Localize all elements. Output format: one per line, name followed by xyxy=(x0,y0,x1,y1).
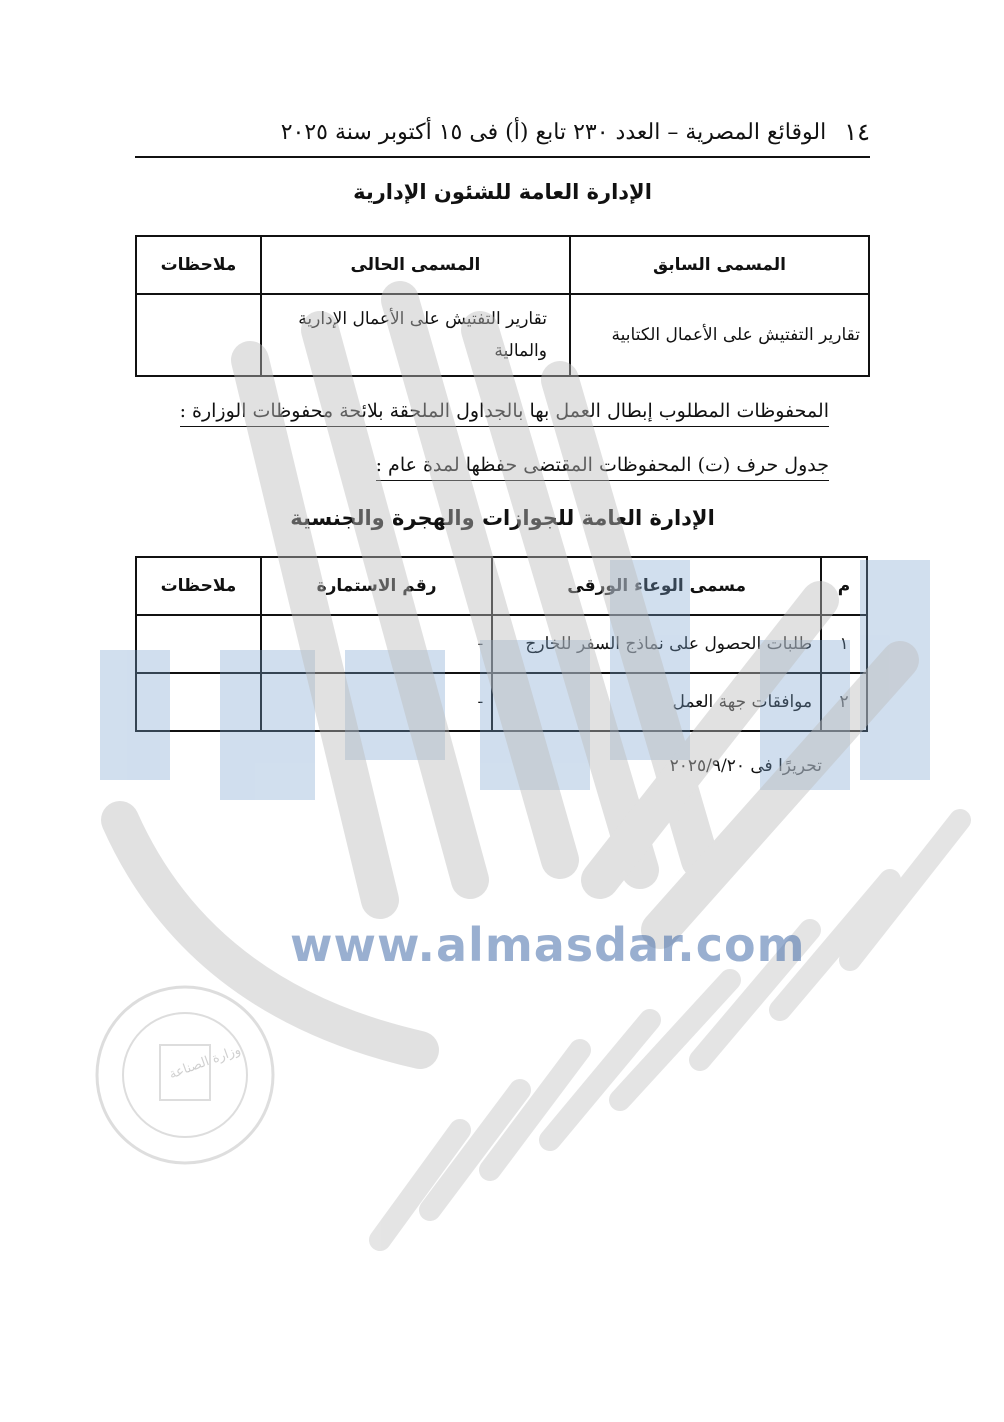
cell-container-name: طلبات الحصول على نماذج السفر للخارج xyxy=(492,615,821,673)
section-title-passports: الإدارة العامة للجوازات والهجرة والجنسية xyxy=(290,506,715,530)
col-header-previous-name: المسمى السابق xyxy=(570,236,869,294)
table-letter-note: جدول حرف (ت) المحفوظات المقتضى حفظها لمدة عام : xyxy=(376,454,829,481)
stamp-text: وزارة الصناعة xyxy=(167,1042,243,1083)
col-header-notes: ملاحظات xyxy=(136,236,261,294)
col-header-current-name: المسمى الحالى xyxy=(261,236,570,294)
gazette-header-title: الوقائع المصرية – العدد ٢٣٠ تابع (أ) فى ١٥ أكتوبر سنة ٢٠٢٥ xyxy=(280,119,827,145)
cancel-records-note: المحفوظات المطلوب إبطال العمل بها بالجداول الملحقة بلائحة محفوظات الوزارة : xyxy=(180,400,829,427)
dated-line: تحريرًا فى ٢٠٢٥/٩/٢٠ xyxy=(669,756,822,776)
table-row xyxy=(136,615,867,673)
cell-serial: ١ xyxy=(821,615,867,673)
cell-container-name: موافقات جهة العمل xyxy=(492,673,821,731)
col-header-notes: ملاحظات xyxy=(136,557,261,615)
col-header-form-number: رقم الاستمارة xyxy=(261,557,492,615)
cell-notes xyxy=(136,615,261,673)
cell-current-name: تقارير التفتيش على الأعمال الإدارية والمالية xyxy=(261,294,570,376)
col-header-serial: م xyxy=(821,557,867,615)
cell-serial: ٢ xyxy=(821,673,867,731)
cell-previous-name: تقارير التفتيش على الأعمال الكتابية xyxy=(570,294,869,376)
col-header-container-name: مسمى الوعاء الورقى xyxy=(492,557,821,615)
table-row xyxy=(136,294,869,376)
cell-form-number: - xyxy=(261,673,492,731)
watermark-url: www.almasdar.com xyxy=(290,918,806,972)
section-title-admin-affairs: الإدارة العامة للشئون الإدارية xyxy=(353,180,652,204)
page-number: ١٤ xyxy=(844,118,870,146)
cell-form-number: - xyxy=(261,615,492,673)
table-renamed-records xyxy=(135,235,870,377)
cell-notes xyxy=(136,673,261,731)
cell-notes xyxy=(136,294,261,376)
table-passport-records xyxy=(135,556,868,732)
table-row xyxy=(136,673,867,731)
page-header xyxy=(135,108,870,158)
